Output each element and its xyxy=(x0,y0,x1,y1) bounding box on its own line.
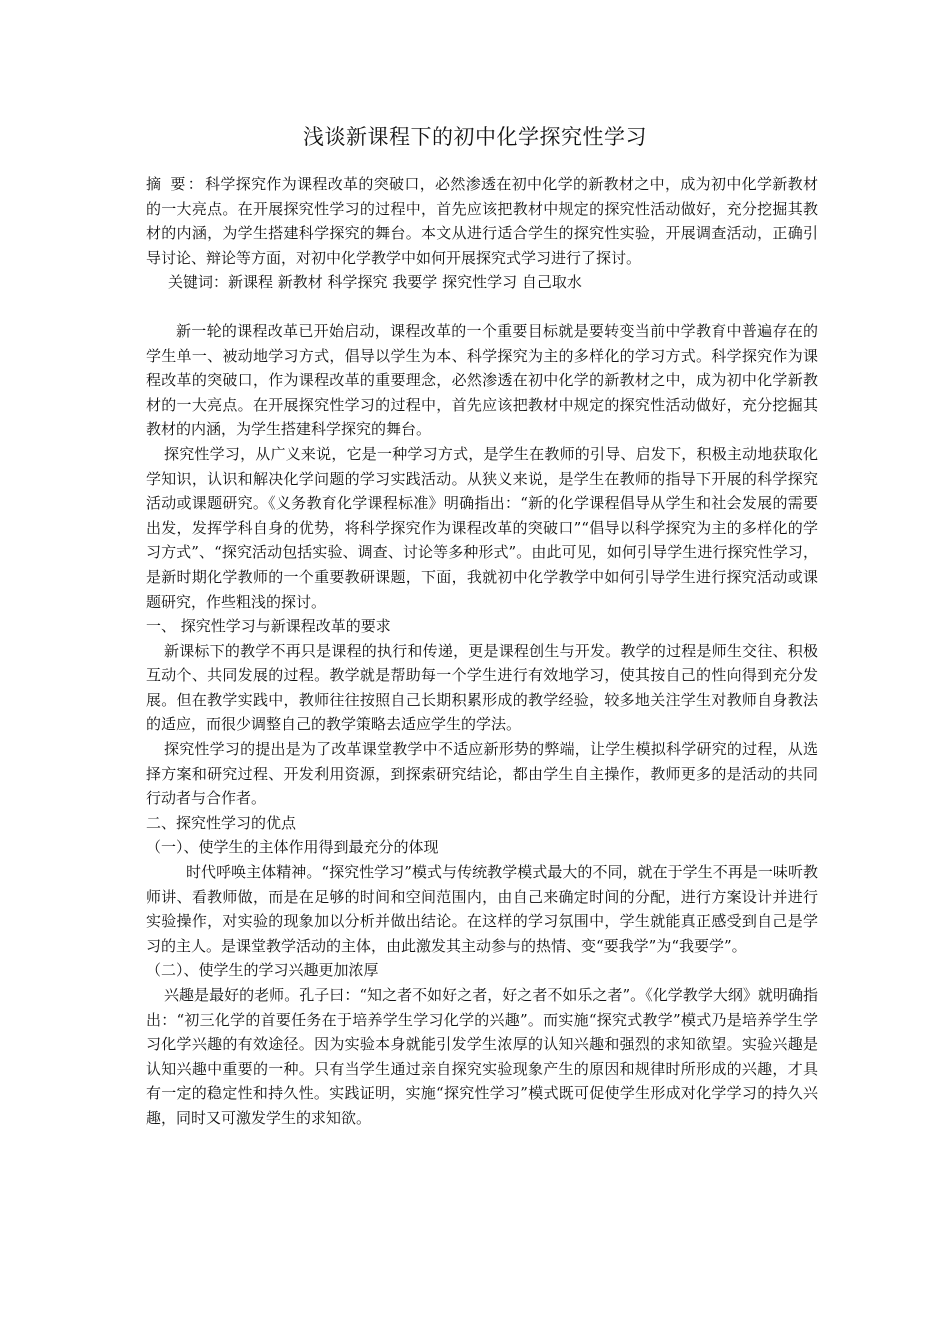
abstract-text: 科学探究作为课程改革的突破口，必然渗透在初中化学的新教材之中，成为初中化学新教材的一大亮点。在开展探究性学习的过程中，首先应该把教材中规定的探究性活动做好，充分挖掘其教材的内涵，为学生搭建科学探究的舞台。本文从进行适合学生的探究性实验，开展调查活动，正确引导讨论、辩论等方面，对初中化学教学中如何开展探究式学习进行了探讨。 xyxy=(146,175,818,267)
section-1-paragraph-1: 新课标下的教学不再只是课程的执行和传递，更是课程创生与开发。教学的过程是师生交往、积极互动个、共同发展的过程。教学就是帮助每一个学生进行有效地学习，使其按自己的性向得到充分发展。但在教学实践中，教师往往按照自己长期积累形成的教学经验，较多地关注学生对教师自身教法的适应，而很少调整自己的教学策略去适应学生的学法。 xyxy=(146,641,818,734)
intro-paragraph-1: 新一轮的课程改革已开始启动，课程改革的一个重要目标就是要转变当前中学教育中普遍存在的学生单一、被动地学习方式，倡导以学生为本、科学探究为主的多样化的学习方式。科学探究作为课程改革的突破口，作为课程改革的重要理念，必然渗透在初中化学的新教材之中，成为初中化学新教材的一大亮点。在开展探究性学习的过程中，首先应该把教材中规定的探究性活动做好，充分挖掘其教材的内涵，为学生搭建科学探究的舞台。 xyxy=(146,321,818,439)
document-title: 浅谈新课程下的初中化学探究性学习 xyxy=(303,125,647,149)
abstract-label: 摘 要： xyxy=(146,175,206,193)
section-1-heading: 一、 探究性学习与新课程改革的要求 xyxy=(146,617,391,636)
section-2-heading: 二、探究性学习的优点 xyxy=(146,813,297,832)
section-1-paragraph-2: 探究性学习的提出是为了改革课堂教学中不适应新形势的弊端，让学生模拟科学研究的过程，从选择方案和研究过程、开发利用资源，到探索研究结论，都由学生自主操作，教师更多的是活动的共同行动者与合作者。 xyxy=(146,740,818,808)
intro-paragraph-2: 探究性学习，从广义来说，它是一种学习方式，是学生在教师的引导、启发下，积极主动地获取化学知识，认识和解决化学问题的学习实践活动。从狭义来说，是学生在教师的指导下开展的科学探究活动或课题研究。《义务教育化学课程标准》明确指出：“新的化学课程倡导从学生和社会发展的需要出发，发挥学科自身的优势，将科学探究作为课程改革的突破口”“倡导以科学探究为主的多样化的学习方式”、“探究活动包括实验、调查、讨论等多种形式”。由此可见，如何引导学生进行探究性学习，是新时期化学教师的一个重要教研课题，下面，我就初中化学教学中如何引导学生进行探究活动或课题研究，作些粗浅的探讨。 xyxy=(146,444,818,611)
paragraph-gap xyxy=(146,295,818,319)
section-2-sub-1-paragraph: 时代呼唤主体精神。“探究性学习”模式与传统教学模式最大的不同，就在于学生不再是一味听教师讲、看教师做，而是在足够的时间和空间范围内，由自己来确定时间的分配，进行方案设计并进行实验操作，对实验的现象加以分析并做出结论。在这样的学习氛围中，学生就能真正感受到自己是学习的主人。是课堂教学活动的主体，由此激发其主动参与的热情、变“要我学”为“我要学”。 xyxy=(146,863,818,955)
section-2-sub-2-paragraph: 兴趣是最好的老师。孔子曰：“知之者不如好之者，好之者不如乐之者”。《化学教学大纲》就明确指出：“初三化学的首要任务在于培养学生学习化学的兴趣”。而实施“探究式教学”模式乃是培养学生学习化学兴趣的有效途径。因为实验本身就能引发学生浓厚的认知兴趣和强烈的求知欲望。实验兴趣是认知兴趣中重要的一种。只有当学生通过亲自探究实验现象产生的原因和规律时所形成的兴趣，才具有一定的稳定性和持久性。实践证明，实施“探究性学习”模式既可促使学生形成对化学学习的持久兴趣，同时又可激发学生的求知欲。 xyxy=(146,986,818,1127)
section-2-sub-1-heading: （一）、使学生的主体作用得到最充分的体现 xyxy=(146,838,439,857)
section-2-sub-2-heading: （二）、使学生的学习兴趣更加浓厚 xyxy=(146,961,379,980)
document-body xyxy=(146,172,818,1131)
abstract-paragraph xyxy=(146,172,818,270)
keywords-line: 关键词：新课程 新教材 科学探究 我要学 探究性学习 自己取水 xyxy=(168,273,582,292)
